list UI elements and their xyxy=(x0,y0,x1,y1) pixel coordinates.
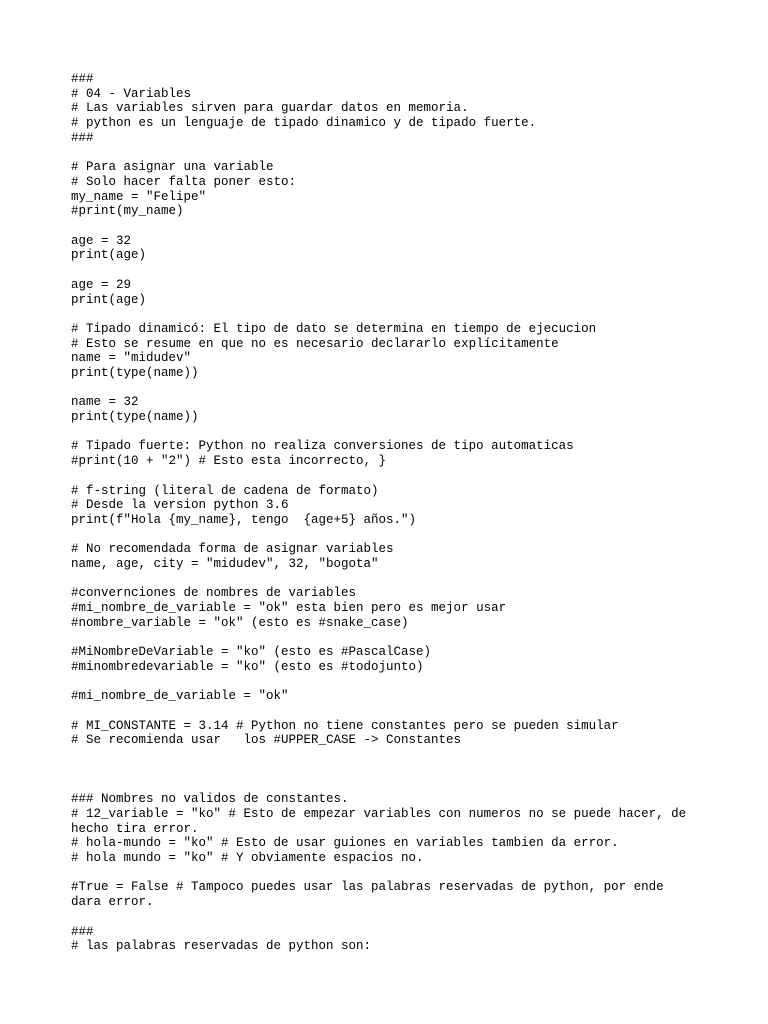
code-line: # f-string (literal de cadena de formato) xyxy=(71,483,379,498)
code-block-age-29 xyxy=(71,278,711,307)
code-line: print(age) xyxy=(71,292,147,307)
code-line: #MiNombreDeVariable = "ko" (esto es #PascalCase) xyxy=(71,645,432,660)
code-block-f-string xyxy=(71,484,711,528)
code-line: print(type(name)) xyxy=(71,366,199,380)
code-line: my_name = "Felipe" xyxy=(71,189,207,204)
code-line: # Se recomienda usar los #UPPER_CASE -> Constantes xyxy=(71,733,462,748)
code-line: # Tipado fuerte: Python no realiza conversiones de tipo automaticas xyxy=(71,439,574,454)
code-block-reserved-words xyxy=(71,925,711,954)
code-line xyxy=(71,763,711,778)
code-block-age-32 xyxy=(71,234,711,263)
code-line: # 12_variable = "ko" # Esto de empezar variables con numeros no se puede hacer, de xyxy=(71,806,687,821)
code-line: # Esto se resume en que no es necesario declararlo explícitamente xyxy=(71,336,559,351)
code-block-dynamic-typing xyxy=(71,322,711,381)
code-line: # hola mundo = "ko" # Y obviamente espacios no. xyxy=(71,851,424,866)
code-block-constants xyxy=(71,719,711,748)
code-line: #minombredevariable = "ko" (esto es #todojunto) xyxy=(71,659,424,674)
code-line: hecho tira error. xyxy=(71,821,199,836)
code-line: age = 29 xyxy=(71,277,132,292)
code-line: # No recomendada forma de asignar variables xyxy=(71,542,394,557)
code-line: dara error. xyxy=(71,895,154,910)
code-line: ### xyxy=(71,924,94,939)
code-line: #mi_nombre_de_variable = "ok" esta bien pero es mejor usar xyxy=(71,601,507,616)
code-line: name = "midudev" xyxy=(71,351,192,366)
code-block-pascal-case xyxy=(71,645,711,674)
code-line: ### Nombres no validos de constantes. xyxy=(71,792,349,807)
code-block-strong-typing xyxy=(71,439,711,468)
code-block-conventions xyxy=(71,586,711,630)
code-line: # Para asignar una variable xyxy=(71,160,274,175)
code-block-assign xyxy=(71,160,711,219)
code-line: ### xyxy=(71,130,94,145)
code-block-invalid-names xyxy=(71,792,711,866)
code-block-header xyxy=(71,72,711,146)
code-line: #convernciones de nombres de variables xyxy=(71,586,357,601)
code-block-snake-ok xyxy=(71,689,711,704)
code-block-multi-assign xyxy=(71,542,711,571)
code-line: name = 32 xyxy=(71,395,139,410)
code-line: # python es un lenguaje de tipado dinamico y de tipado fuerte. xyxy=(71,116,537,131)
code-line: print(age) xyxy=(71,248,147,263)
code-line: # hola-mundo = "ko" # Esto de usar guiones en variables tambien da error. xyxy=(71,836,619,851)
code-block-blank xyxy=(71,763,711,778)
code-line: #True = False # Tampoco puedes usar las palabras reservadas de python, por ende xyxy=(71,880,664,895)
code-line: # Solo hacer falta poner esto: xyxy=(71,174,297,189)
code-line: #nombre_variable = "ok" (esto es #snake_case) xyxy=(71,615,409,630)
code-line: ### xyxy=(71,72,94,86)
code-line: #print(my_name) xyxy=(71,204,184,219)
code-line: # MI_CONSTANTE = 3.14 # Python no tiene constantes pero se pueden simular xyxy=(71,718,619,733)
code-line: print(type(name)) xyxy=(71,410,199,425)
code-line: #mi_nombre_de_variable = "ok" xyxy=(71,689,289,704)
code-line: #print(10 + "2") # Esto esta incorrecto, } xyxy=(71,454,387,469)
code-line: # Las variables sirven para guardar datos en memoria. xyxy=(71,101,469,116)
code-line: # las palabras reservadas de python son: xyxy=(71,939,372,954)
code-line: # Tipado dinamicó: El tipo de dato se determina en tiempo de ejecucion xyxy=(71,321,597,336)
code-document xyxy=(71,72,711,969)
code-line: # 04 - Variables xyxy=(71,86,192,101)
code-line: age = 32 xyxy=(71,233,132,248)
code-line: print(f"Hola {my_name}, tengo {age+5} años.") xyxy=(71,512,417,527)
code-block-reserved-error xyxy=(71,880,711,909)
code-line: # Desde la version python 3.6 xyxy=(71,498,289,513)
code-block-name-32 xyxy=(71,395,711,424)
code-line: name, age, city = "midudev", 32, "bogota" xyxy=(71,557,379,572)
